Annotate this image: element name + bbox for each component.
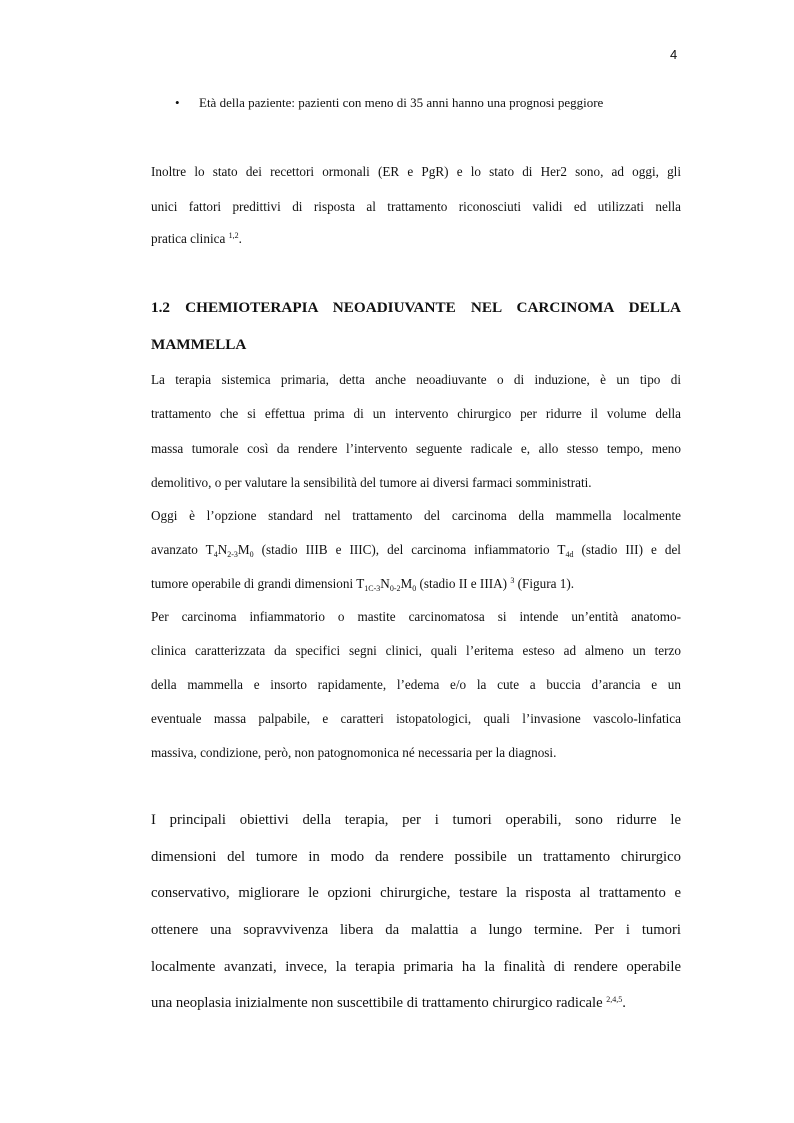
paragraph-line: massa tumorale così da rendere l’intervento seguente radicale e, allo stesso tempo, meno [151, 441, 681, 456]
bullet-text: Età della paziente: pazienti con meno di 35 anni hanno una prognosi peggiore [199, 95, 604, 110]
subscript: 0-2 [389, 584, 401, 593]
paragraph-line: Per carcinoma infiammatorio o mastite carcinomatosa si intende un’entità anatomo- [151, 609, 681, 624]
citation-ref: 1,2 [228, 231, 239, 240]
subscript: 4 [213, 550, 218, 559]
paragraph-line: trattamento che si effettua prima di un intervento chirurgico per ridurre il volume della [151, 406, 681, 421]
text-span: (stadio IIIB e IIIC), del carcinoma infiammatorio T [253, 542, 566, 557]
section-heading: MAMMELLA [151, 336, 247, 353]
subscript: 2-3 [227, 550, 238, 559]
paragraph-line: della mammella e insorto rapidamente, l’edema e/o la cute a buccia d’arancia e un [151, 677, 681, 692]
text-span: una neoplasia inizialmente non suscettibile di trattamento chirurgico radicale [151, 995, 603, 1011]
paragraph-line: Inoltre lo stato dei recettori ormonali (ER e PgR) e lo stato di Her2 sono, ad oggi, gli [151, 164, 681, 179]
text-span: pratica clinica [151, 231, 226, 246]
paragraph-line [151, 231, 681, 247]
paragraph-line: conservativo, migliorare le opzioni chirurgiche, testare la risposta al trattamento e [151, 885, 681, 901]
paragraph-line: massiva, condizione, però, non patognomonica né necessaria per la diagnosi. [151, 745, 557, 760]
paragraph-line: clinica caratterizzata da specifici segni clinici, quali l’eritema esteso ad almeno un terzo [151, 643, 681, 658]
section-heading: 1.2 CHEMIOTERAPIA NEOADIUVANTE NEL CARCINOMA DELLA [151, 299, 681, 316]
paragraph-line: eventuale massa palpabile, e caratteri istopatologici, quali l’invasione vascolo-linfatica [151, 711, 681, 726]
citation-ref: 3 [510, 576, 515, 585]
paragraph-line: demolitivo, o per valutare la sensibilità del tumore ai diversi farmaci somministrati. [151, 475, 592, 490]
text-span: N [380, 576, 390, 591]
text-span: (Figura 1). [514, 576, 575, 591]
text-span: M [237, 542, 250, 557]
paragraph-line: La terapia sistemica primaria, detta anche neoadiuvante o di induzione, è un tipo di [151, 372, 681, 387]
subscript: 1C-3 [364, 584, 381, 593]
text-span: . [238, 231, 242, 246]
text-span: tumore operabile di grandi dimensioni T [151, 576, 365, 591]
paragraph-line [151, 995, 681, 1012]
text-span: . [622, 995, 626, 1011]
text-span: avanzato T [151, 542, 214, 557]
paragraph-line [151, 542, 681, 558]
paragraph-line [151, 576, 681, 592]
citation-ref: 2,4,5 [606, 995, 623, 1004]
bullet-icon: • [175, 95, 180, 110]
paragraph-line: ottenere una sopravvivenza libera da malattia a lungo termine. Per i tumori [151, 922, 681, 938]
page-number: 4 [670, 47, 678, 62]
text-span: (stadio III) e del [573, 542, 681, 557]
text-span: M [400, 576, 413, 591]
subscript: 0 [249, 550, 254, 559]
paragraph-line: Oggi è l’opzione standard nel trattamento del carcinoma della mammella localmente [151, 508, 681, 523]
paragraph-line: unici fattori predittivi di risposta al trattamento riconosciuti validi ed utilizzati nella [151, 199, 681, 214]
subscript: 0 [412, 584, 417, 593]
text-span: (stadio II e IIIA) [416, 576, 508, 591]
paragraph-line: localmente avanzati, invece, la terapia primaria ha la finalità di rendere operabile [151, 959, 681, 975]
text-span: N [217, 542, 228, 557]
paragraph-line: I principali obiettivi della terapia, per i tumori operabili, sono ridurre le [151, 812, 681, 828]
paragraph-line: dimensioni del tumore in modo da rendere possibile un trattamento chirurgico [151, 849, 681, 865]
subscript: 4d [565, 550, 574, 559]
